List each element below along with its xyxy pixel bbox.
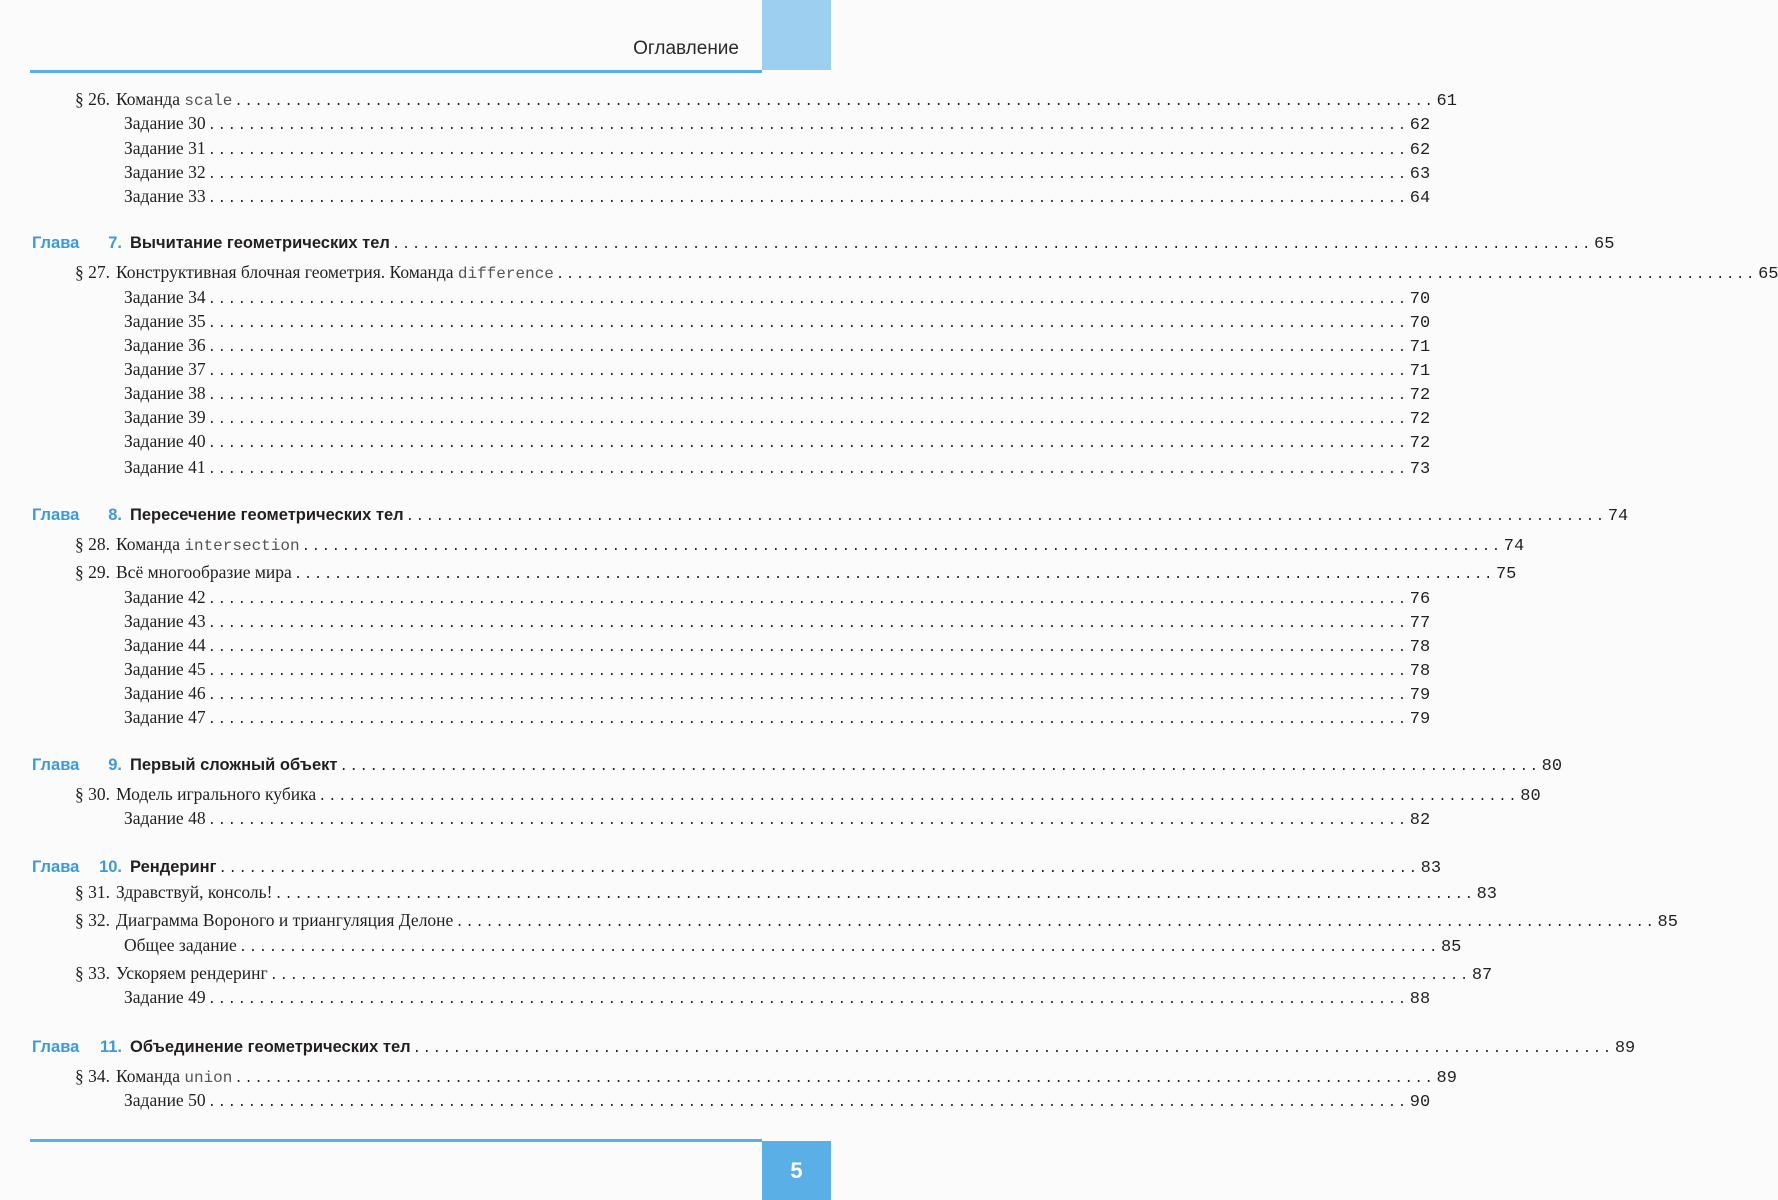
toc-entry-label <box>62 1065 232 1089</box>
page-ref: 70 <box>1409 290 1431 309</box>
task-title: Задание 41 <box>124 457 206 477</box>
dot-leader: ........................................................................................................................ <box>207 462 1408 478</box>
chapter-title: Объединение геометрических тел <box>130 1038 411 1056</box>
command-code: scale <box>184 92 233 110</box>
task-title: Задание 49 <box>124 987 206 1007</box>
dot-leader: ........................................................................................................................ <box>207 640 1408 656</box>
dot-leader: ........................................................................................................................ <box>207 388 1408 404</box>
toc-entry-label <box>124 310 206 332</box>
toc-entry-label <box>62 88 232 112</box>
dot-leader: ........................................................................................................................ <box>207 364 1408 380</box>
dot-leader: ........................................................................................................................ <box>274 887 1475 903</box>
toc-entry-label <box>124 334 206 356</box>
toc-entry-label <box>32 856 216 878</box>
dot-leader: ........................................................................................................................ <box>207 316 1408 332</box>
task-title: Задание 37 <box>124 359 206 379</box>
dot-leader: ........................................................................................................................ <box>293 567 1494 583</box>
task-title: Задание 35 <box>124 311 206 331</box>
page-ref: 70 <box>1409 314 1431 333</box>
page-ref: 79 <box>1409 710 1431 729</box>
toc-task-row[interactable] <box>124 634 1431 657</box>
page-ref: 76 <box>1409 590 1431 609</box>
toc-entry-label <box>124 185 206 207</box>
chapter-word: Глава <box>32 1038 80 1056</box>
section-title: Команда <box>116 89 180 109</box>
dot-leader: ........................................................................................................................ <box>207 616 1408 632</box>
page-ref: 61 <box>1436 92 1457 111</box>
toc-entry-label <box>124 382 206 404</box>
task-title: Задание 33 <box>124 186 206 206</box>
toc-section-row[interactable] <box>62 88 1457 111</box>
toc-entry-label <box>62 533 300 557</box>
page-ref: 72 <box>1409 434 1431 453</box>
dot-leader: ........................................................................................................................ <box>207 712 1408 728</box>
chapter-title: Пересечение геометрических тел <box>130 506 404 524</box>
toc-task-row[interactable] <box>124 658 1431 681</box>
page-ref: 79 <box>1409 686 1431 705</box>
chapter-word: Глава <box>32 756 80 774</box>
task-title: Задание 44 <box>124 635 206 655</box>
toc-entry-label <box>62 783 316 805</box>
toc-entry-label <box>62 881 272 903</box>
toc-chapter-row[interactable] <box>32 856 1442 878</box>
dot-leader: ........................................................................................................................ <box>207 292 1408 308</box>
toc-entry-label <box>32 1036 411 1058</box>
task-title: Общее задание <box>124 935 237 955</box>
dot-leader: ........................................................................................................................ <box>269 968 1470 984</box>
toc-task-row[interactable] <box>124 286 1431 309</box>
dot-leader: ........................................................................................................................ <box>238 940 1439 956</box>
chapter-word: Глава <box>32 506 80 524</box>
dot-leader: ........................................................................................................................ <box>218 861 1419 877</box>
toc-task-row[interactable] <box>124 185 1431 208</box>
command-code: intersection <box>184 537 300 555</box>
toc-entry-label <box>124 112 206 134</box>
toc-chapter-row[interactable] <box>32 232 1615 254</box>
toc-task-row[interactable] <box>124 358 1431 381</box>
page-ref: 80 <box>1541 757 1563 776</box>
toc-task-row[interactable] <box>124 682 1431 705</box>
dot-leader: ........................................................................................................................ <box>391 237 1593 253</box>
toc-task-row[interactable] <box>124 161 1431 184</box>
toc-entry-label <box>124 586 206 608</box>
toc-entry-label <box>32 754 337 776</box>
task-title: Задание 39 <box>124 407 206 427</box>
header-tab <box>762 0 831 70</box>
chapter-title: Первый сложный объект <box>130 756 338 774</box>
page-header-title: Оглавление <box>633 38 739 59</box>
chapter-number: 10. <box>99 858 122 876</box>
dot-leader: ........................................................................................................................ <box>207 167 1408 183</box>
toc-entry-label <box>124 406 206 428</box>
toc-entry-label <box>32 504 404 526</box>
dot-leader: ........................................................................................................................ <box>555 267 1757 283</box>
toc-entry-label <box>62 909 453 931</box>
task-title: Задание 46 <box>124 683 206 703</box>
dot-leader: ........................................................................................................................ <box>207 436 1408 452</box>
toc-chapter-row[interactable] <box>32 1036 1636 1058</box>
page-ref: 78 <box>1409 662 1431 681</box>
dot-leader: ........................................................................................................................ <box>207 992 1408 1008</box>
toc-entry-label <box>124 934 237 956</box>
toc-section-row[interactable] <box>62 533 1525 556</box>
toc-task-row[interactable] <box>124 334 1431 357</box>
dot-leader: ........................................................................................................................ <box>207 688 1408 704</box>
task-title: Задание 38 <box>124 383 206 403</box>
task-title: Задание 40 <box>124 431 206 451</box>
toc-task-row[interactable] <box>124 934 1462 957</box>
toc-task-row[interactable] <box>124 456 1431 479</box>
chapter-number: 8. <box>108 506 122 524</box>
toc-entry-label <box>124 137 206 159</box>
section-number: § 34. <box>75 1066 110 1086</box>
page-ref: 74 <box>1607 507 1629 526</box>
toc-entry-label <box>62 962 268 984</box>
section-title: Конструктивная блочная геометрия. Команда <box>116 262 454 282</box>
toc-entry-label <box>124 634 206 656</box>
toc-task-row[interactable] <box>124 586 1431 609</box>
dot-leader: ........................................................................................................................ <box>455 915 1656 931</box>
page-number: 5 <box>762 1141 831 1200</box>
toc-task-row[interactable] <box>124 610 1431 633</box>
dot-leader: ........................................................................................................................ <box>339 759 1540 775</box>
toc-entry-label <box>62 561 292 583</box>
toc-task-row[interactable] <box>124 406 1431 429</box>
dot-leader: ........................................................................................................................ <box>405 509 1606 525</box>
task-title: Задание 43 <box>124 611 206 631</box>
section-number: § 30. <box>75 784 110 804</box>
task-title: Задание 42 <box>124 587 206 607</box>
toc-section-row[interactable] <box>62 783 1541 806</box>
task-title: Задание 36 <box>124 335 206 355</box>
page-ref: 87 <box>1471 966 1493 985</box>
page-ref: 63 <box>1409 165 1431 184</box>
dot-leader: ........................................................................................................................ <box>207 118 1408 134</box>
toc-entry-label <box>124 286 206 308</box>
dot-leader: ........................................................................................................................ <box>412 1041 1613 1057</box>
toc-section-row[interactable] <box>62 909 1678 932</box>
task-title: Задание 45 <box>124 659 206 679</box>
page-ref: 78 <box>1409 638 1431 657</box>
toc-task-row[interactable] <box>124 430 1431 453</box>
toc-task-row[interactable] <box>124 1089 1431 1112</box>
footer-rule <box>30 1139 762 1142</box>
header-rule <box>30 70 762 73</box>
toc-entry-label <box>124 1089 206 1111</box>
toc-entry-label <box>124 610 206 632</box>
toc-task-row[interactable] <box>124 137 1431 160</box>
chapter-number: 7. <box>108 234 122 252</box>
page-ref: 62 <box>1409 141 1431 160</box>
page-ref: 85 <box>1657 913 1678 932</box>
task-title: Задание 47 <box>124 707 206 727</box>
toc-entry-label <box>124 430 206 452</box>
toc-task-row[interactable] <box>124 382 1431 405</box>
task-title: Задание 50 <box>124 1090 206 1110</box>
toc-chapter-row[interactable] <box>32 504 1629 526</box>
toc-section-row[interactable] <box>62 561 1517 584</box>
section-title: Здравствуй, консоль! <box>116 882 273 902</box>
task-title: Задание 32 <box>124 162 206 182</box>
task-title: Задание 34 <box>124 287 206 307</box>
chapter-title: Рендеринг <box>130 858 217 876</box>
toc-chapter-row[interactable] <box>32 754 1563 776</box>
toc-section-row[interactable] <box>62 962 1493 985</box>
chapter-number: 9. <box>108 756 122 774</box>
page-ref: 65 <box>1594 235 1615 254</box>
toc-task-row[interactable] <box>124 706 1431 729</box>
section-number: § 31. <box>75 882 110 902</box>
dot-leader: ........................................................................................................................ <box>207 592 1408 608</box>
chapter-title: Вычитание геометрических тел <box>130 234 390 252</box>
dot-leader: ........................................................................................................................ <box>207 340 1408 356</box>
chapter-word: Глава <box>32 234 80 252</box>
section-number: § 32. <box>75 910 110 930</box>
section-title: Команда <box>116 1066 180 1086</box>
page-ref: 71 <box>1409 338 1431 357</box>
section-number: § 29. <box>75 562 110 582</box>
dot-leader: ........................................................................................................................ <box>207 664 1408 680</box>
page-ref: 77 <box>1409 614 1431 633</box>
toc-section-row[interactable] <box>62 261 1778 284</box>
page-ref: 83 <box>1476 885 1497 904</box>
section-number: § 33. <box>75 963 110 983</box>
page-ref: 72 <box>1409 386 1431 405</box>
page-ref: 83 <box>1420 859 1442 878</box>
chapter-word: Глава <box>32 858 80 876</box>
toc-entry-label <box>124 986 206 1008</box>
toc-task-row[interactable] <box>124 112 1431 135</box>
page-ref: 64 <box>1409 189 1431 208</box>
toc-task-row[interactable] <box>124 986 1431 1009</box>
task-title: Задание 48 <box>124 808 206 828</box>
dot-leader: ........................................................................................................................ <box>207 1095 1408 1111</box>
page-ref: 62 <box>1409 116 1431 135</box>
toc-entry-label <box>124 658 206 680</box>
page-ref: 65 <box>1758 265 1778 284</box>
page-ref: 72 <box>1409 410 1431 429</box>
page-ref: 75 <box>1495 565 1517 584</box>
command-code: union <box>184 1069 233 1087</box>
dot-leader: ........................................................................................................................ <box>207 191 1408 207</box>
toc-entry-label <box>124 358 206 380</box>
page-ref: 73 <box>1409 460 1431 479</box>
dot-leader: ........................................................................................................................ <box>234 1071 1435 1087</box>
page-ref: 71 <box>1409 362 1431 381</box>
section-number: § 26. <box>75 89 110 109</box>
section-title: Модель игрального кубика <box>116 784 317 804</box>
page-ref: 74 <box>1503 537 1525 556</box>
toc-entry-label <box>62 261 554 285</box>
toc-entry-label <box>124 706 206 728</box>
dot-leader: ........................................................................................................................ <box>207 813 1408 829</box>
dot-leader: ........................................................................................................................ <box>318 789 1519 805</box>
page-ref: 89 <box>1614 1039 1636 1058</box>
page-ref: 89 <box>1436 1069 1457 1088</box>
chapter-number: 11. <box>99 1038 122 1056</box>
page-ref: 85 <box>1440 938 1462 957</box>
toc-entry-label <box>124 456 206 478</box>
toc-section-row[interactable] <box>62 1065 1457 1088</box>
toc-entry-label <box>124 807 206 829</box>
task-title: Задание 31 <box>124 138 206 158</box>
dot-leader: ........................................................................................................................ <box>207 412 1408 428</box>
section-number: § 27. <box>75 262 110 282</box>
section-title: Ускоряем рендеринг <box>116 963 268 983</box>
page-ref: 82 <box>1409 811 1431 830</box>
section-number: § 28. <box>75 534 110 554</box>
section-title: Всё многообразие мира <box>116 562 292 582</box>
page-ref: 80 <box>1520 787 1541 806</box>
dot-leader: ........................................................................................................................ <box>234 94 1435 110</box>
page-ref: 88 <box>1409 990 1431 1009</box>
section-title: Команда <box>116 534 180 554</box>
task-title: Задание 30 <box>124 113 206 133</box>
toc-entry-label <box>124 161 206 183</box>
dot-leader: ........................................................................................................................ <box>301 539 1502 555</box>
section-title: Диаграмма Вороного и триангуляция Делоне <box>116 910 454 930</box>
dot-leader: ........................................................................................................................ <box>207 143 1408 159</box>
toc-task-row[interactable] <box>124 807 1431 830</box>
page-ref: 90 <box>1409 1093 1431 1112</box>
toc-entry-label <box>32 232 390 254</box>
command-code: difference <box>457 265 554 283</box>
toc-section-row[interactable] <box>62 881 1497 904</box>
toc-entry-label <box>124 682 206 704</box>
toc-task-row[interactable] <box>124 310 1431 333</box>
